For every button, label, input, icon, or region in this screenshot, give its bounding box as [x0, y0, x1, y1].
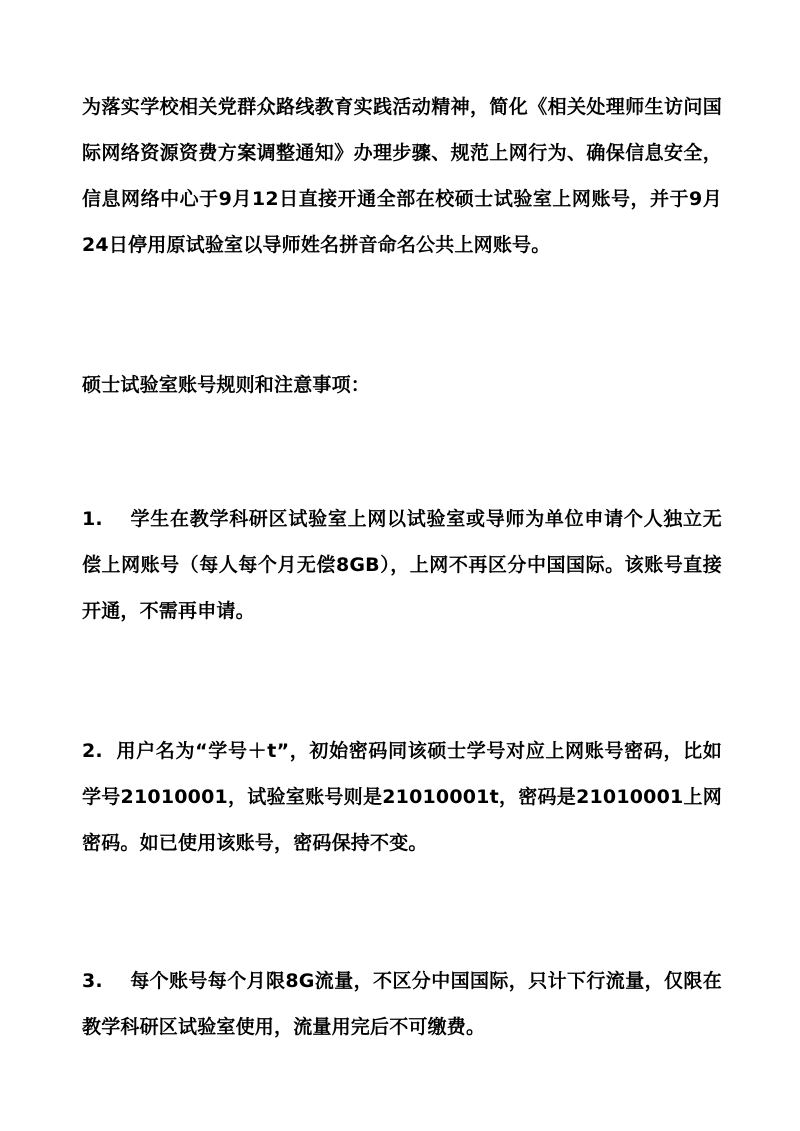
list-item: [82, 496, 722, 634]
section-heading: [82, 362, 722, 408]
section-heading-text: 硕士试验室账号规则和注意事项：: [82, 374, 371, 396]
list-item-text: 每个账号每个月限8G流量，不区分中国国际，只计下行流量，仅限在教学科研区试验室使用，流量用完后不可缴费。: [82, 970, 722, 1038]
list-item-number: 1.: [82, 508, 103, 530]
intro-text: 为落实学校相关党群众路线教育实践活动精神，简化《相关处理师生访问国际网络资源资费方案调整通知》办理步骤、规范上网行为、确保信息安全，信息网络中心于9月12日直接开通全部在校硕士试验室上网账号，并于9月24日停用原试验室以导师姓名拼音命名公共上网账号。: [82, 96, 722, 256]
list-item-number: 3.: [82, 970, 103, 992]
list-item: [82, 728, 722, 866]
list-item: [82, 958, 722, 1050]
list-item-number: 2.: [82, 740, 103, 762]
list-item-text: 学生在教学科研区试验室上网以试验室或导师为单位申请个人独立无偿上网账号（每人每个月无偿8GB），上网不再区分中国国际。该账号直接开通，不需再申请。: [82, 508, 722, 622]
list-item-text: 用户名为“学号＋t”，初始密码同该硕士学号对应上网账号密码，比如学号21010001，试验室账号则是21010001t，密码是21010001上网密码。如已使用该账号，密码保持不变。: [82, 740, 722, 854]
intro-paragraph: [82, 84, 722, 268]
